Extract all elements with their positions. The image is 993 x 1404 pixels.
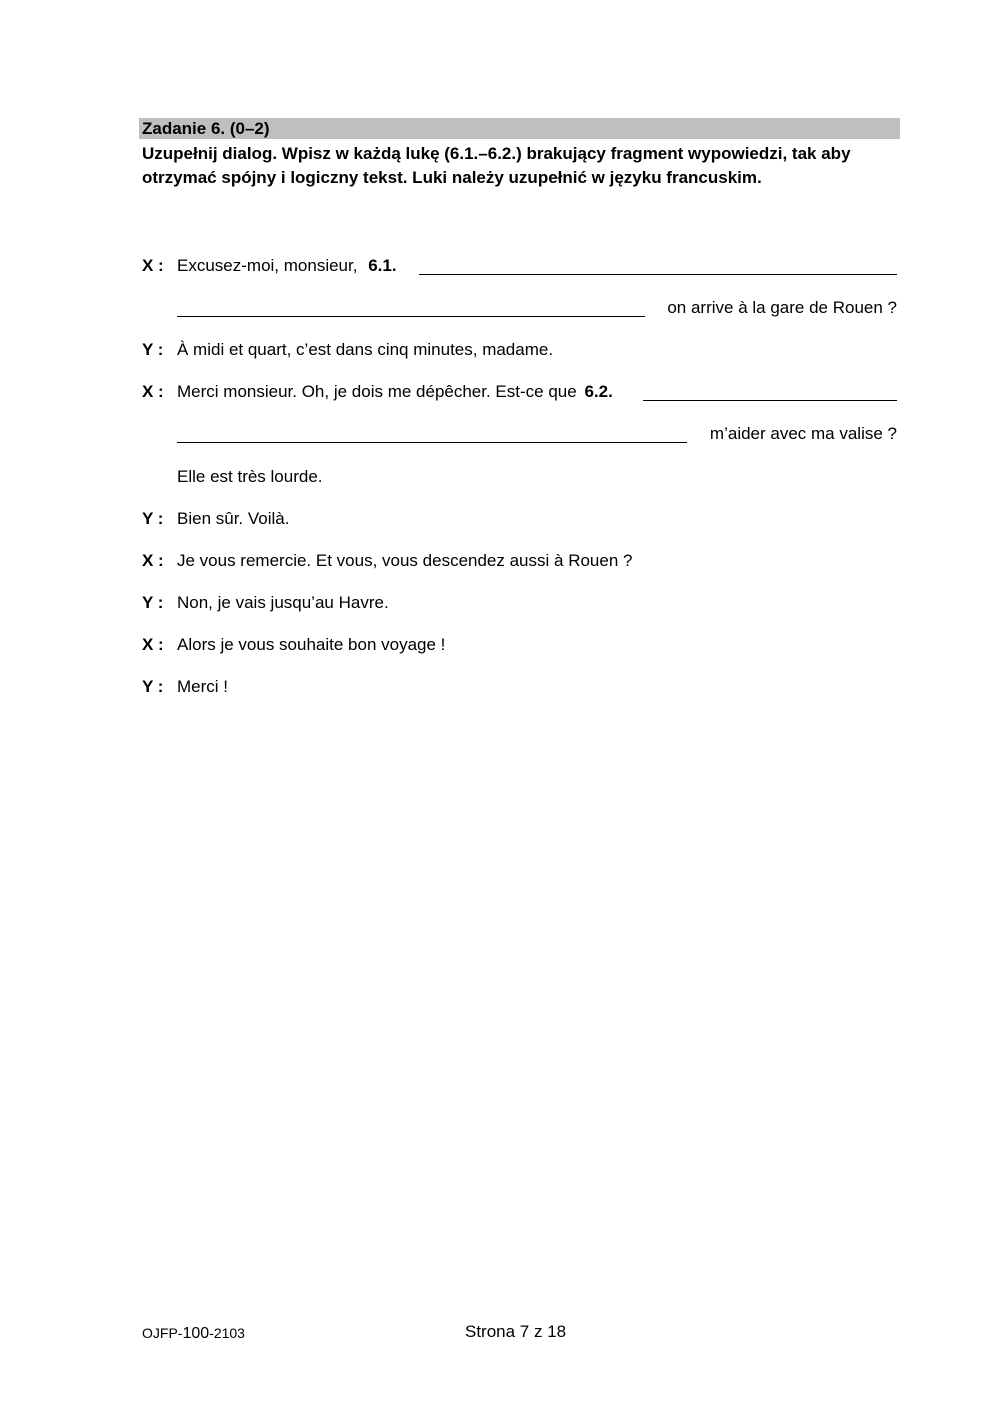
dialog-line xyxy=(0,507,993,531)
dialog-line xyxy=(0,254,993,278)
answer-gap-6-1[interactable] xyxy=(419,254,897,275)
dialog-text: Je vous remercie. Et vous, vous descendez aussi à Rouen ? xyxy=(177,551,633,570)
speaker-label: X : xyxy=(142,551,164,570)
dialog-text: m’aider avec ma valise ? xyxy=(709,424,897,443)
dialog-text: À midi et quart, c’est dans cinq minutes, madame. xyxy=(177,340,554,359)
answer-gap-6-1-continued[interactable] xyxy=(177,296,645,317)
dialog-line xyxy=(0,338,993,362)
speaker-label: X : xyxy=(142,256,164,275)
gap-label: 6.1. xyxy=(368,256,397,275)
speaker-label: Y : xyxy=(142,593,164,612)
dialog-line xyxy=(0,549,993,573)
dialog-text: Bien sûr. Voilà. xyxy=(177,509,290,528)
gap-label: 6.2. xyxy=(584,382,613,401)
dialog-text xyxy=(177,380,613,404)
dialog-line xyxy=(0,675,993,699)
dialog-line xyxy=(0,633,993,657)
dialog-text-part: Merci monsieur. Oh, je dois me dépêcher. Est-ce que xyxy=(177,382,577,401)
dialog-text: Elle est très lourde. xyxy=(177,467,323,486)
speaker-label: Y : xyxy=(142,677,164,696)
task-title: Zadanie 6. (0–2) xyxy=(139,118,900,139)
task-instruction: Uzupełnij dialog. Wpisz w każdą lukę (6.1.–6.2.) brakujący fragment wypowiedzi, tak aby otrzymać spójny i logiczny tekst. Luki należy uzupełnić w języku francuskim. xyxy=(142,144,851,187)
speaker-label: X : xyxy=(142,382,164,401)
dialog-line xyxy=(0,422,993,446)
answer-gap-6-2-continued[interactable] xyxy=(177,422,687,443)
dialog-text: Non, je vais jusqu’au Havre. xyxy=(177,593,389,612)
speaker-label: X : xyxy=(142,635,164,654)
exam-code-suffix: -2103 xyxy=(209,1325,245,1341)
page-number: Strona 7 z 18 xyxy=(465,1322,567,1341)
dialog-line xyxy=(0,380,993,404)
exam-code xyxy=(142,1322,245,1345)
dialog-text xyxy=(177,254,397,278)
speaker-label: Y : xyxy=(142,340,164,359)
dialog-line xyxy=(0,296,993,320)
answer-gap-6-2[interactable] xyxy=(643,380,897,401)
dialog-text-part: Excusez-moi, monsieur, xyxy=(177,256,358,275)
dialog-line xyxy=(0,591,993,615)
dialog-text: on arrive à la gare de Rouen ? xyxy=(667,298,897,317)
dialog-line xyxy=(0,465,993,489)
exam-code-number: 100 xyxy=(182,1325,210,1342)
dialog-text: Merci ! xyxy=(177,677,228,696)
speaker-label: Y : xyxy=(142,509,164,528)
exam-code-prefix: OJFP- xyxy=(142,1325,183,1341)
dialog-text: Alors je vous souhaite bon voyage ! xyxy=(177,635,446,654)
